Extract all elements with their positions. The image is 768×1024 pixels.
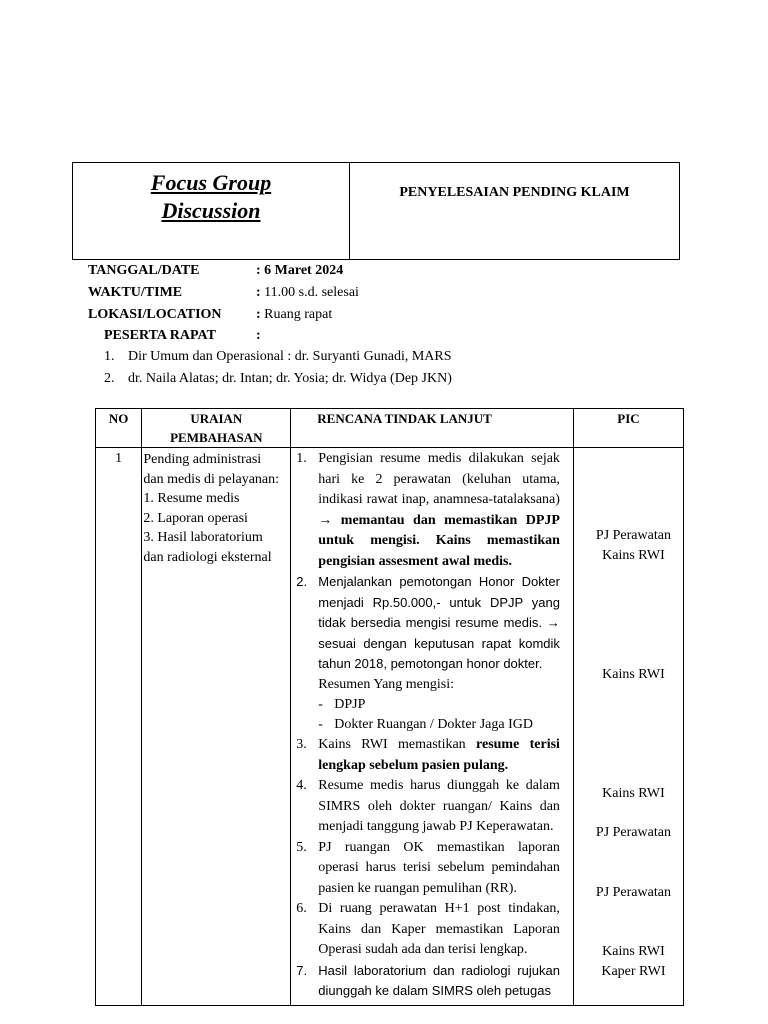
pic-line: Kaper RWI — [601, 964, 666, 979]
doc-title: PENYELESAIAN PENDING KLAIM — [399, 185, 630, 200]
date-label: TANGGAL/DATE — [88, 263, 200, 278]
pic-entry — [575, 883, 692, 903]
fgd-title-cell — [73, 163, 350, 259]
item-number: 4. — [296, 778, 307, 793]
rencana-item — [296, 899, 560, 961]
header-rencana: RENCANA TINDAK LANJUT — [291, 409, 574, 448]
pic-line: PJ Perawatan — [595, 825, 671, 840]
location-label: LOKASI/LOCATION — [88, 307, 222, 322]
row-uraian — [142, 448, 291, 1006]
fgd-title-line2: Discussion — [161, 198, 261, 223]
participants-list — [104, 346, 452, 390]
row-rencana — [291, 448, 574, 1006]
participant-item — [104, 346, 452, 368]
location-value-wrap — [256, 304, 332, 326]
date-value-wrap — [256, 260, 343, 282]
pic-line: Kains RWI — [602, 667, 665, 682]
item-text: Menjalankan pemotongan Honor Dokter menjadi Rp.50.000,- untuk DPJP yang tidak bersedia mengisi resume medis. → sesuai dengan keputusan rapat komdik tahun 2018, pemotongan honor dokter. — [318, 574, 560, 671]
sub-item-text: DPJP — [334, 697, 366, 712]
uraian-line: dan medis di pelayanan: — [143, 471, 280, 487]
item-bold-text: → memantau dan memastikan DPJP untuk mengisi. Kains memastikan pengisian assesment awal medis. — [318, 512, 560, 569]
action-table — [95, 408, 684, 1006]
rencana-item — [296, 838, 560, 900]
sub-item — [318, 695, 560, 715]
uraian-line: 3. Hasil laboratorium — [143, 530, 263, 545]
item-sub-list — [318, 695, 560, 735]
rencana-item — [296, 776, 560, 838]
uraian-line: 1. Resume medis — [143, 491, 240, 506]
participant-text: Dir Umum dan Operasional : dr. Suryanti Gunadi, MARS — [128, 349, 452, 364]
participant-number: 2. — [104, 371, 115, 386]
row-pic — [573, 448, 683, 1006]
item-text: Pengisian resume medis dilakukan sejak hari ke 2 perawatan (keluhan utama, indikasi rawat inap, anamnesa-tatalaksana) — [318, 451, 560, 507]
uraian-line: dan radiologi eksternal — [143, 549, 272, 565]
dash-bullet: - — [318, 697, 323, 712]
meta-participants-row — [88, 326, 359, 346]
meta-date-row — [88, 260, 359, 282]
sub-item-text: Dokter Ruangan / Dokter Jaga IGD — [334, 717, 533, 732]
pic-entry — [575, 823, 692, 843]
uraian-line: Pending administrasi — [143, 452, 262, 467]
item-text: Resume medis harus diunggah ke dalam SIMRS oleh dokter ruangan/ Kains dan menjadi tanggung jawab PJ Keperawatan. — [318, 778, 560, 834]
rencana-item — [296, 572, 560, 735]
meta-location-row — [88, 304, 359, 326]
rencana-item — [296, 449, 560, 572]
doc-title-cell — [350, 163, 679, 259]
dash-bullet: - — [318, 717, 323, 732]
header-pic: PIC — [573, 409, 683, 448]
rencana-item — [296, 735, 560, 776]
pic-line: PJ Perawatan — [595, 528, 671, 543]
item-text: Hasil laboratorium dan radiologi rujukan diunggah ke dalam SIMRS oleh petugas — [318, 962, 560, 998]
item-number: 3. — [296, 737, 307, 752]
item-number: 5. — [296, 839, 307, 855]
participants-colon-wrap — [256, 326, 261, 346]
item-number: 1. — [296, 451, 307, 466]
meeting-meta — [88, 260, 359, 346]
row-number: 1 — [96, 448, 142, 1006]
pic-line: Kains RWI — [602, 548, 665, 563]
participant-number: 1. — [104, 349, 115, 364]
item-number: 2. — [296, 574, 308, 589]
sub-item — [318, 715, 560, 735]
date-value: 6 Maret 2024 — [264, 263, 344, 278]
pic-entry — [575, 665, 692, 685]
meta-time-row — [88, 282, 359, 304]
header-uraian: URAIAN PEMBAHASAN — [142, 409, 291, 448]
item-sub-intro: Resumen Yang mengisi: — [318, 676, 455, 692]
colon: : — [256, 263, 261, 278]
time-value: 11.00 s.d. selesai — [264, 285, 359, 300]
header-box — [72, 162, 680, 260]
location-value: Ruang rapat — [264, 307, 333, 322]
table-header-row — [96, 409, 684, 448]
item-text: PJ ruangan OK memastikan laporan operasi harus terisi sebelum pemindahan pasien ke ruangan pemulihan (RR). — [318, 839, 560, 896]
pic-entry — [575, 526, 692, 566]
header-no: NO — [96, 409, 142, 448]
colon: : — [256, 307, 261, 322]
pic-entry — [575, 942, 692, 982]
table-row — [96, 448, 684, 1006]
item-number: 7. — [296, 962, 308, 978]
item-number: 6. — [296, 901, 307, 916]
uraian-text — [143, 449, 289, 567]
participants-label: PESERTA RAPAT — [104, 328, 216, 343]
pic-line: Kains RWI — [602, 786, 665, 801]
pic-line: PJ Perawatan — [595, 885, 671, 900]
participant-text: dr. Naila Alatas; dr. Intan; dr. Yosia; dr. Widya (Dep JKN) — [128, 371, 452, 386]
item-text: Di ruang perawatan H+1 post tindakan, Kains dan Kaper memastikan Laporan Operasi sudah ada dan terisi lengkap. — [318, 901, 560, 957]
item-bold-text: resume terisi lengkap sebelum pasien pulang. — [318, 737, 560, 773]
pic-line: Kains RWI — [602, 944, 665, 959]
uraian-line: 2. Laporan operasi — [143, 510, 248, 526]
pic-entry — [575, 784, 692, 804]
colon: : — [256, 285, 261, 300]
fgd-title — [131, 169, 291, 225]
rencana-list — [292, 449, 572, 1002]
rencana-item — [296, 961, 560, 1002]
colon: : — [256, 328, 261, 343]
item-text: Kains RWI memastikan — [318, 737, 466, 752]
time-label: WAKTU/TIME — [88, 285, 183, 300]
pic-cell — [575, 449, 682, 1004]
participant-item — [104, 368, 452, 390]
fgd-title-line1: Focus Group — [150, 170, 272, 195]
time-value-wrap — [256, 282, 359, 304]
